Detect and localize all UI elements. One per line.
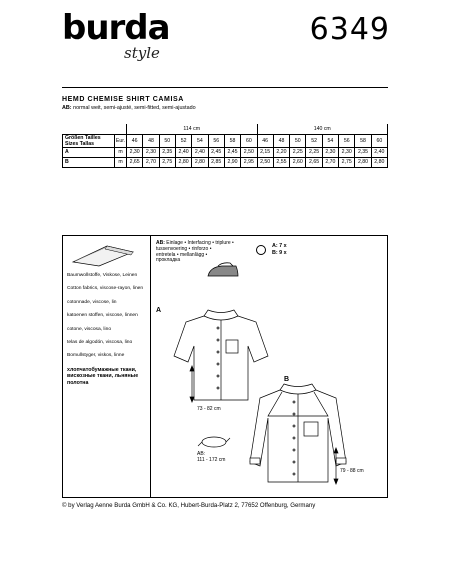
table-cell: 2,70 [322,157,338,167]
shirt-a-drawing [174,310,268,400]
view-b-label: B [284,376,290,383]
pattern-number: 6349 [309,12,390,47]
table-cell: 56 [208,134,224,147]
fabric-it: cotone, viscosa, lino [67,326,112,332]
row-unit: m [115,147,127,157]
table-cell: 2,80 [355,157,371,167]
burda-style-logo [62,10,192,70]
table-cell: 2,45 [224,147,240,157]
table-cell: 2,65 [306,157,322,167]
table-cell: 2,30 [127,147,143,157]
table-cell: 48 [143,134,159,147]
table-cell: 2,40 [371,147,387,157]
table-cell: 2,80 [371,157,387,167]
table-cell: 2,40 [192,147,208,157]
logo-wordmark: burda [62,8,170,48]
shirt-illustrations [152,236,388,497]
table-cell: 2,80 [192,157,208,167]
table-row [63,147,388,157]
table-cell: 50 [159,134,175,147]
table-cell: 2,50 [241,147,257,157]
table-cell: 2,30 [322,147,338,157]
table-cell: 58 [355,134,371,147]
table-cell: 2,55 [273,157,289,167]
view-a-label: A [156,307,162,314]
table-cell: 46 [127,134,143,147]
table-cell: 52 [306,134,322,147]
fabric-ru: хлопчатобумажные ткани, вискозные ткани, льняные полотна [67,366,139,387]
yardage-table [62,124,388,168]
table-cell: 2,25 [290,147,306,157]
fabric-fr: cotonnade, viscose, lin [67,299,117,305]
row-view-label: B [63,157,115,167]
title-block [62,95,388,112]
fit-prefix: AB: [62,105,72,111]
table-corner [63,124,115,134]
size-header-row [63,134,388,147]
table-cell: 60 [371,134,387,147]
table-cell: 52 [175,134,191,147]
table-cell: 2,40 [175,147,191,157]
fabric-column [63,236,151,497]
fabric-de: Baumwollstoffe, Viskose, Leinen [67,273,138,278]
interfacing-note: AB: Einlage • Interfacing • triplure • tussenvoering • rinforzo • entretela • mellanlägg • прокладка [156,240,234,264]
chest-measurement: AB: 111 - 172 cm [197,451,226,463]
table-cell: 54 [322,134,338,147]
fit-description [62,104,388,112]
shirt-b-drawing [250,384,346,482]
fabric-swatch-icon [69,242,137,268]
table-cell: 2,85 [208,157,224,167]
table-cell: 2,15 [257,147,273,157]
table-cell: 2,45 [208,147,224,157]
header-divider [62,87,388,88]
garment-title: HEMD CHEMISE SHIRT CAMISA [62,96,184,103]
row-unit: m [115,157,127,167]
fabric-nl: katoenen stoffen, viscose, linnen [67,313,138,319]
table-cell: 60 [241,134,257,147]
table-cell: 54 [192,134,208,147]
table-cell: 2,20 [273,147,289,157]
table-cell: 2,80 [175,157,191,167]
fabric-list [67,273,149,387]
table-cell: 2,90 [224,157,240,167]
table-cell: 2,75 [159,157,175,167]
table-cell: 58 [224,134,240,147]
table-row [63,157,388,167]
table-cell: 2,25 [306,147,322,157]
copyright-notice: © by Verlag Aenne Burda GmbH & Co. KG, Hubert-Burda-Platz 2, 77652 Offenburg, Germany [62,502,316,509]
table-cell: 48 [273,134,289,147]
illustration-panel [152,236,388,497]
fabric-en: Cotton fabrics, viscose-rayon, linen [67,286,144,292]
length-arrow-a [190,366,194,402]
table-cell: 2,75 [339,157,355,167]
table-cell: 2,30 [143,147,159,157]
length-b: 79 - 88 cm [340,468,364,474]
table-cell: 2,65 [127,157,143,167]
width-header-114: 114 cm [127,124,258,134]
table-cell: 2,35 [159,147,175,157]
width-header-140: 140 cm [257,124,388,134]
button-count: A: 7 x B: 9 x [272,243,287,256]
logo-style-text: style [124,44,160,62]
fabric-es: telas de algodón, viscosa, lino [67,340,133,346]
table-cell: 2,35 [355,147,371,157]
size-label: Größen Tailles Sizes Tallas [63,134,115,147]
table-cell: 2,30 [339,147,355,157]
pattern-info-box [62,235,388,498]
table-cell: 2,60 [290,157,306,167]
table-cell: 56 [339,134,355,147]
fabric-sv: Bomullstyger, viskos, linne [67,353,125,359]
measuring-tape-icon [198,437,230,447]
table-cell: 46 [257,134,273,147]
unit-header: Eur. [115,134,127,147]
table-cell: 2,95 [241,157,257,167]
fit-text: normal weit, semi-ajusté, semi-fitted, semi-ajustado [73,105,196,111]
table-cell: 50 [290,134,306,147]
table-cell: 2,50 [257,157,273,167]
length-a: 73 - 82 cm [197,406,221,412]
row-view-label: A [63,147,115,157]
table-cell: 2,70 [143,157,159,167]
